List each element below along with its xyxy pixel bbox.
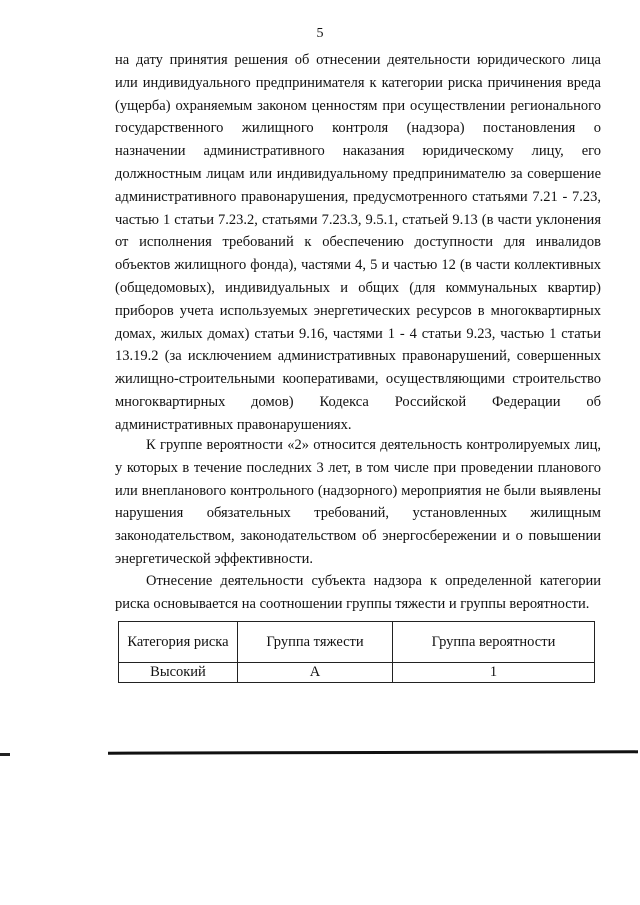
- header-severity-group: Группа тяжести: [238, 622, 393, 663]
- cell-probability-group: 1: [393, 663, 595, 683]
- table-header-row: [119, 622, 595, 663]
- paragraph-text: К группе вероятности «2» относится деятельность контролируемых лиц, у которых в течение последних 3 лет, в том числе при проведении планового или внепланового контрольного (надзорного) мероприятия не были выявлены нарушения обязательных требований, установленных жилищным законодательством, законодательством об энергосбережении и о повышении энергетической эффективности.: [115, 437, 601, 567]
- page-bottom-rule: [108, 750, 638, 754]
- paragraph-risk-category-basis: [115, 570, 601, 616]
- header-probability-group: Группа вероятности: [393, 622, 595, 663]
- paragraph-probability-group-2: [115, 434, 601, 571]
- page-number: 5: [316, 26, 324, 41]
- cell-risk-category: Высокий: [119, 663, 238, 683]
- risk-category-table: [118, 621, 595, 683]
- scan-edge-mark: [0, 753, 10, 756]
- paragraph-text: на дату принятия решения об отнесении деятельности юридического лица или индивидуального предпринимателя к категории риска причинения вреда (ущерба) охраняемым законом ценностям при осуществлении регионального государственного жилищного контроля (надзора) постановления о назначении административного наказания юридическому лицу, его должностным лицам или индивидуальному предпринимателю за совершение административного правонарушения, предусмотренного статьями 7.21 - 7.23, частью 1 статьи 7.23.2, статьями 7.23.3, 9.5.1, статьей 9.13 (в части уклонения от исполнения требований к обеспечению доступности для инвалидов объектов жилищного фонда), частями 4, 5 и частью 12 (в части коллективных (общедомовых), индивидуальных и общих (для коммунальных квартир) приборов учета используемых энергетических ресурсов в многоквартирных домах, жилых домах) статьи 9.16, частями 1 - 4 статьи 9.23, частью 1 статьи 13.19.2 (за исключением административных правонарушений, совершенных жилищно-строительными кооперативами, осуществляющими строительство многоквартирных домов) Кодекса Российской Федерации об административных правонарушениях.: [115, 52, 601, 433]
- table-row: [119, 663, 595, 683]
- header-risk-category: Категория риска: [119, 622, 238, 663]
- paragraph-continuation: [115, 49, 601, 437]
- paragraph-text: Отнесение деятельности субъекта надзора к определенной категории риска основывается на соотношении группы тяжести и группы вероятности.: [115, 573, 601, 612]
- cell-severity-group: А: [238, 663, 393, 683]
